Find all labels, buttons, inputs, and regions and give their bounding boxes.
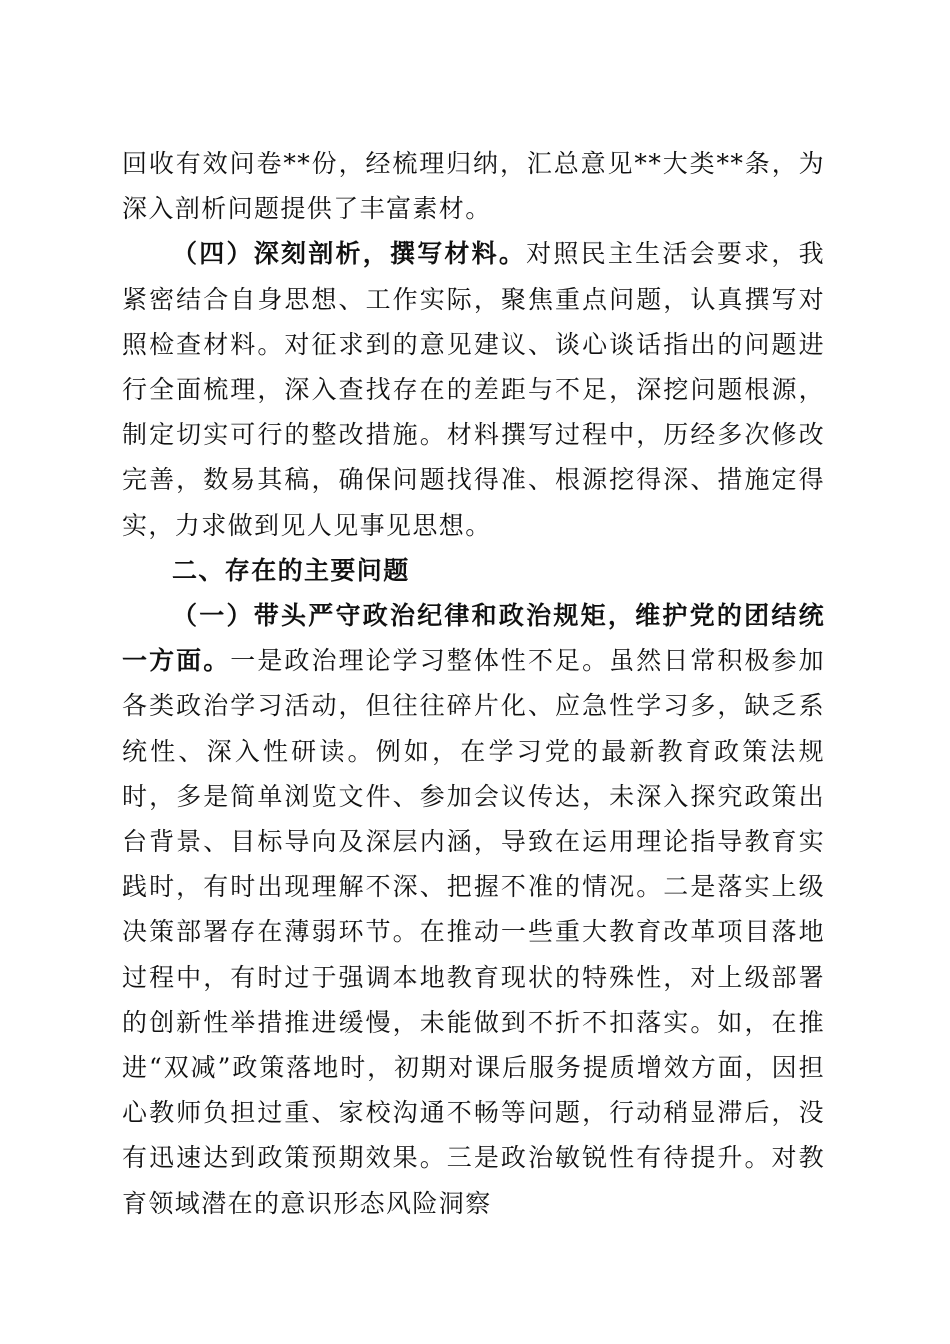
paragraph-survey-summary: 回收有效问卷**份，经梳理归纳，汇总意见**大类**条，为深入剖析问题提供了丰富素材。: [122, 149, 825, 224]
subheading-political-discipline: （一）带头严守政治纪律和政治规矩，维护党的团结统一方面。: [122, 601, 825, 676]
section-heading-main-problems: 二、存在的主要问题: [172, 555, 410, 585]
document-body: [122, 141, 825, 1226]
paragraph-analysis-body: 对照民主生活会要求，我紧密结合自身思想、工作实际，聚焦重点问题，认真撰写对照检查材料。对征求到的意见建议、谈心谈话指出的问题进行全面梳理，深入查找存在的差距与不足，深挖问题根源，制定切实可行的整改措施。材料撰写过程中，历经多次修改完善，数易其稿，确保问题找得准、根源挖得深、措施定得实，力求做到见人见事见思想。: [122, 239, 826, 540]
paragraph-analysis: [122, 231, 825, 547]
subheading-analysis: （四）深刻剖析，撰写材料。: [172, 239, 527, 269]
paragraph-political-discipline: [122, 593, 825, 1226]
paragraph-political-discipline-body: 一是政治理论学习整体性不足。虽然日常积极参加各类政治学习活动，但往往碎片化、应急性学习多，缺乏系统性、深入性研读。例如，在学习党的最新教育政策法规时，多是简单浏览文件、参加会议传达，未深入探究政策出台背景、目标导向及深层内涵，导致在运用理论指导教育实践时，有时出现理解不深、把握不准的情况。二是落实上级决策部署存在薄弱环节。在推动一些重大教育改革项目落地过程中，有时过于强调本地教育现状的特殊性，对上级部署的创新性举措推进缓慢，未能做到不折不扣落实。如，在推进“双减”政策落地时，初期对课后服务提质增效方面，因担心教师负担过重、家校沟通不畅等问题，行动稍显滞后，没有迅速达到政策预期效果。三是政治敏锐性有待提升。对教育领域潜在的意识形态风险洞察: [122, 646, 825, 1218]
